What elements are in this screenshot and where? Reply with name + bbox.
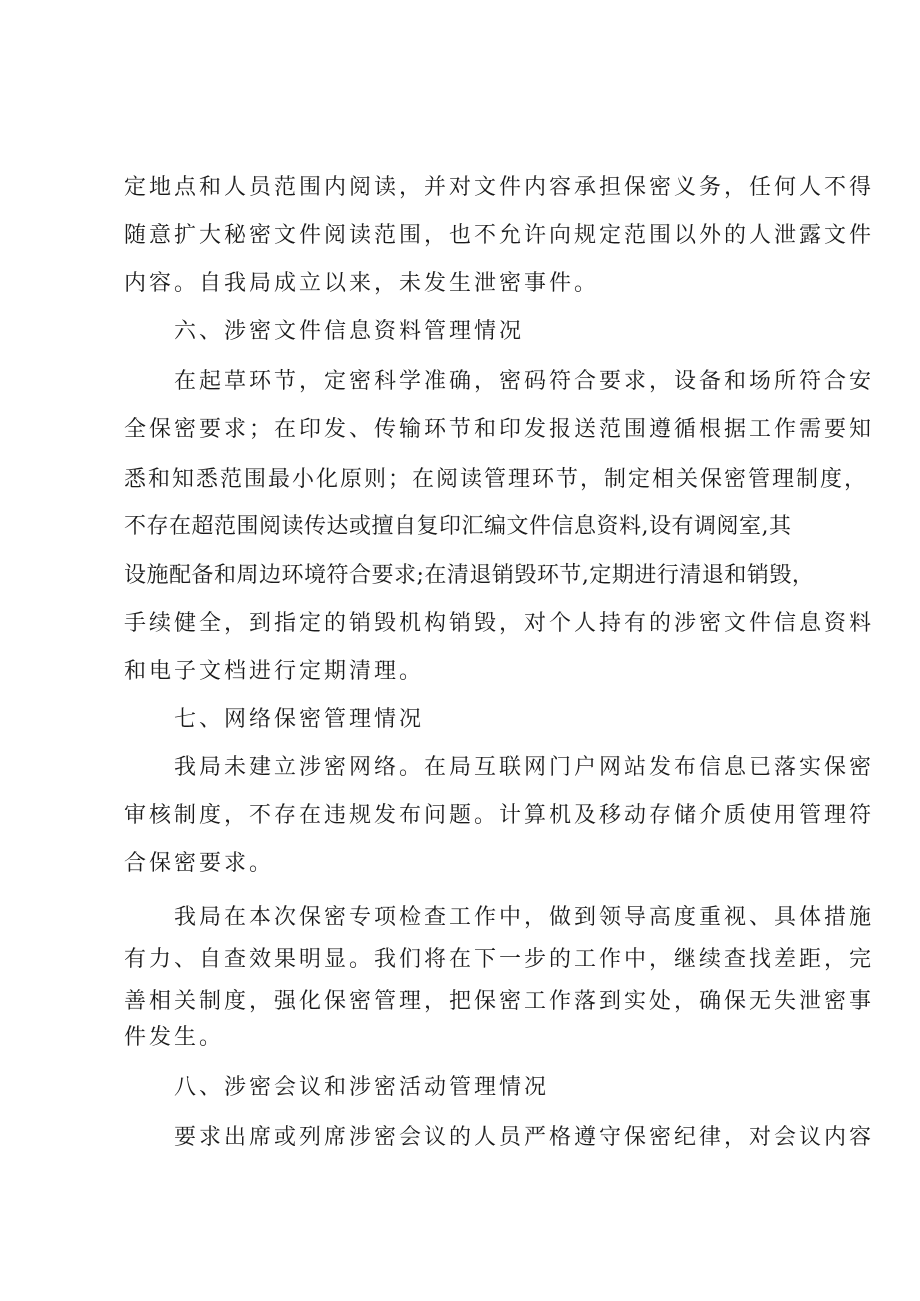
section-heading-6: 六、涉密文件信息资料管理情况	[174, 319, 525, 344]
paragraph-line: 手续健全，到指定的销毁机构销毁，对个人持有的涉密文件信息资料	[124, 611, 875, 636]
paragraph-line: 合保密要求。	[124, 851, 275, 876]
paragraph-line: 内容。自我局成立以来，未发生泄密事件。	[124, 271, 600, 296]
paragraph-line: 定地点和人员范围内阅读，并对文件内容承担保密义务，任何人不得	[124, 175, 875, 200]
paragraph-line: 审核制度，不存在违规发布问题。计算机及移动存储介质使用管理符	[124, 803, 875, 828]
paragraph-line: 在起草环节，定密科学准确，密码符合要求，设备和场所符合安	[174, 369, 875, 394]
paragraph-line: 和电子文档进行定期清理。	[124, 659, 425, 684]
paragraph-line: 悉和知悉范围最小化原则；在阅读管理环节，制定相关保密管理制度，	[124, 467, 869, 492]
paragraph-line: 我局未建立涉密网络。在局互联网门户网站发布信息已落实保密	[174, 755, 875, 780]
section-heading-7: 七、网络保密管理情况	[174, 707, 425, 732]
paragraph-line: 随意扩大秘密文件阅读范围，也不允许向规定范围以外的人泄露文件	[124, 223, 875, 248]
paragraph-line: 件发生。	[124, 1025, 225, 1050]
paragraph-line: 不存在超范围阅读传达或擅自复印汇编文件信息资料,设有调阅室,其	[124, 514, 792, 539]
section-heading-8: 八、涉密会议和涉密活动管理情况	[174, 1075, 550, 1100]
paragraph-line: 全保密要求；在印发、传输环节和印发报送范围遵循根据工作需要知	[124, 417, 875, 442]
paragraph-line: 善相关制度，强化保密管理，把保密工作落到实处，确保无失泄密事	[124, 989, 875, 1014]
paragraph-line: 设施配备和周边环境符合要求;在清退销毁环节,定期进行清退和销毁，	[124, 563, 815, 588]
paragraph-line: 我局在本次保密专项检查工作中，做到领导高度重视、具体措施	[174, 905, 875, 930]
paragraph-line: 要求出席或列席涉密会议的人员严格遵守保密纪律，对会议内容	[174, 1125, 875, 1150]
paragraph-line: 有力、自查效果明显。我们将在下一步的工作中，继续查找差距，完	[124, 947, 875, 972]
